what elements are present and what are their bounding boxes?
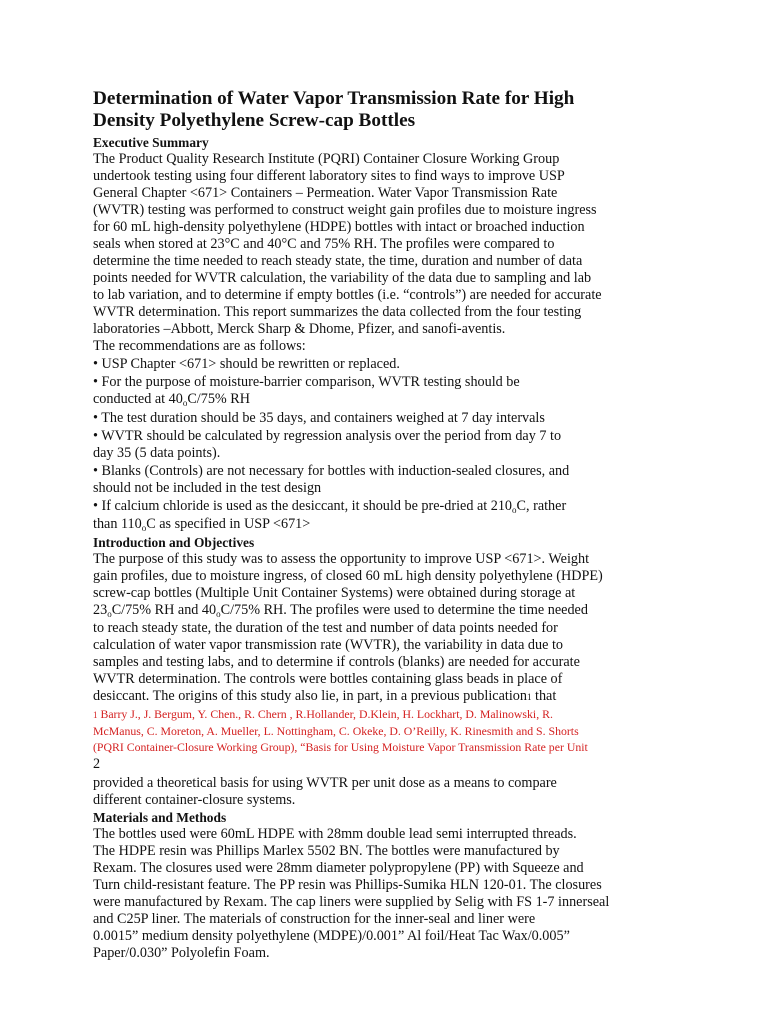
text-line: undertook testing using four different laboratory sites to find ways to improve USP [93, 168, 565, 184]
footnote-reference[interactable]: 1 [526, 692, 532, 702]
text-line: different container-closure systems. [93, 792, 296, 808]
text-line: The HDPE resin was Phillips Marlex 5502 BN. The bottles were manufactured by [93, 843, 560, 859]
text-line: conducted at $40_oC/75\%$ RH [93, 391, 250, 408]
text-line: Paper/0.030” Polyolefin Foam. [93, 945, 270, 961]
text-line: laboratories –Abbott, Merck Sharp & Dhome, Pfizer, and sanofi-aventis. [93, 321, 506, 337]
text-line: desiccant. The origins of this study also lie, in part, in a previous publication1 that [93, 688, 557, 704]
text-line: than $110_oC$ as specified in USP <671> [93, 516, 311, 533]
footnote-line: (PQRI Container-Closure Working Group), “Basis for Using Moisture Vapor Transmission Rate per Unit [93, 740, 588, 754]
text-line: should not be included in the test design [93, 480, 322, 496]
text-line: 0.0015” medium density polyethylene (MDPE)/0.001” Al foil/Heat Tac Wax/0.005” [93, 928, 570, 944]
text-line: and C25P liner. The materials of construction for the inner-seal and liner were [93, 911, 536, 927]
document-content [93, 88, 653, 962]
introduction-paragraph [93, 551, 653, 706]
text-line: WVTR determination. The controls were bottles containing glass beads in place of [93, 671, 563, 687]
text-line: were manufactured by Rexam. The cap liners were supplied by Selig with FS 1-7 innerseal [93, 894, 610, 910]
footnote-line: McManus, C. Moreton, A. Mueller, L. Nottingham, C. Okeke, D. O’Reilly, K. Rinesmith and S. Shorts [93, 724, 579, 738]
text-line: screw-cap bottles (Multiple Unit Container Systems) were obtained during storage at [93, 585, 576, 601]
text-line: The purpose of this study was to assess the opportunity to improve USP <671>. Weight [93, 551, 590, 567]
text-line: WVTR determination. This report summarizes the data collected from the four testing [93, 304, 582, 320]
text-line: points needed for WVTR calculation, the variability of the data due to sampling and lab [93, 270, 592, 286]
text-line: to reach steady state, the duration of the test and number of data points needed for [93, 620, 558, 636]
text-line: for 60 mL high-density polyethylene (HDPE) bottles with intact or broached induction [93, 219, 585, 235]
text-line: calculation of water vapor transmission rate (WVTR), the variability in data due to [93, 637, 564, 653]
materials-methods-heading: Materials and Methods [93, 810, 227, 825]
text-line: • If calcium chloride is used as the desiccant, it should be pre-dried at $210_oC$, rather [93, 498, 567, 515]
text-line: General Chapter <671> Containers – Permeation. Water Vapor Transmission Rate [93, 185, 558, 201]
text-line: The bottles used were 60mL HDPE with 28mm double lead semi interrupted threads. [93, 826, 577, 842]
footnote-marker: 1 [93, 710, 98, 720]
text-line: The Product Quality Research Institute (PQRI) Container Closure Working Group [93, 151, 560, 167]
introduction-heading: Introduction and Objectives [93, 535, 255, 550]
recommendation-bullet [93, 374, 653, 409]
footnote [93, 706, 653, 755]
title-line: Density Polyethylene Screw-cap Bottles [93, 110, 416, 131]
recommendation-bullet [93, 410, 653, 427]
text-line: determine the time needed to reach steady state, the time, duration and number of data [93, 253, 583, 269]
text-line: samples and testing labs, and to determine if controls (blanks) are needed for accurate [93, 654, 580, 670]
footnote-line: 1 Barry J., J. Bergum, Y. Chen., R. Chern , R.Hollander, D.Klein, H. Lockhart, D. Malinowski, R. [93, 707, 553, 721]
document-title [93, 88, 653, 132]
text-line: The recommendations are as follows: [93, 338, 306, 354]
text-line: seals when stored at 23°C and 40°C and 75% RH. The profiles were compared to [93, 236, 555, 252]
text-line: Turn child-resistant feature. The PP resin was Phillips-Sumika HLN 120-01. The closures [93, 877, 602, 893]
text-line: (WVTR) testing was performed to construct weight gain profiles due to moisture ingress [93, 202, 597, 218]
recommendation-bullet [93, 498, 653, 534]
text-line: provided a theoretical basis for using WVTR per unit dose as a means to compare [93, 775, 557, 791]
text-line: Rexam. The closures used were 28mm diameter polypropylene (PP) with Squeeze and [93, 860, 584, 876]
recommendation-bullet [93, 463, 653, 497]
text-line: • USP Chapter <671> should be rewritten or replaced. [93, 356, 400, 372]
text-line: day 35 (5 data points). [93, 445, 221, 461]
executive-summary-heading: Executive Summary [93, 135, 209, 150]
text-line: • The test duration should be 35 days, and containers weighed at 7 day intervals [93, 410, 545, 426]
materials-methods-paragraph [93, 826, 653, 962]
page-number: 2 [93, 756, 101, 772]
text-line: • WVTR should be calculated by regression analysis over the period from day 7 to [93, 428, 562, 444]
text-line: • Blanks (Controls) are not necessary for bottles with induction-sealed closures, and [93, 463, 570, 479]
title-line: Determination of Water Vapor Transmission Rate for High [93, 88, 575, 109]
recommendation-bullet [93, 356, 653, 373]
executive-summary-paragraph [93, 151, 653, 355]
text-line: $23_oC/75\%$ RH and $40_oC/75\%$ RH. The profiles were used to determine the time needed [93, 602, 588, 619]
text-line: to lab variation, and to determine if empty bottles (i.e. “controls”) are needed for accurate [93, 287, 602, 303]
text-line: gain profiles, due to moisture ingress, of closed 60 mL high density polyethylene (HDPE) [93, 568, 603, 584]
text-line: • For the purpose of moisture-barrier comparison, WVTR testing should be [93, 374, 520, 390]
recommendation-bullet [93, 428, 653, 462]
continuation-paragraph [93, 775, 653, 809]
